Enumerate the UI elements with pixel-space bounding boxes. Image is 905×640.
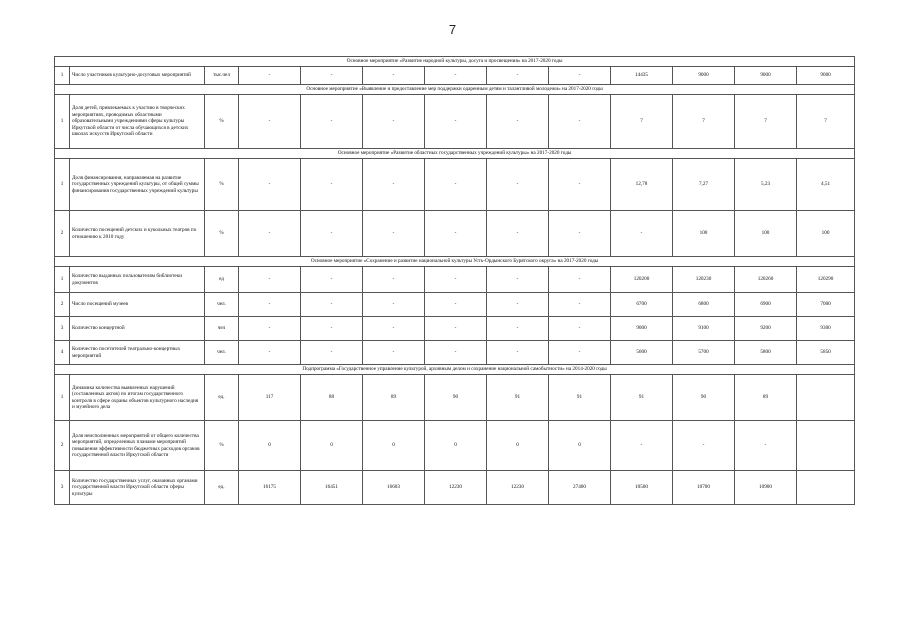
- value-cell: -: [363, 95, 425, 149]
- value-cell: -: [239, 159, 301, 211]
- value-cell: -: [363, 159, 425, 211]
- value-cell: -: [487, 267, 549, 293]
- section-title: Основное мероприятие «Выявление и предоставление мер поддержки одаренным детям и талантливой молодежи» на 2017-2020 годы: [55, 85, 855, 95]
- section-header-row: [55, 85, 855, 95]
- unit-cell: %: [205, 95, 239, 149]
- value-cell: -: [425, 159, 487, 211]
- value-cell: -: [301, 341, 363, 365]
- table-row: [55, 293, 855, 317]
- value-cell: 0: [301, 421, 363, 471]
- table-row: [55, 159, 855, 211]
- value-cell: 9000: [611, 317, 673, 341]
- value-cell: -: [549, 95, 611, 149]
- row-number: 1: [55, 67, 70, 85]
- value-cell: 7000: [797, 293, 855, 317]
- value-cell: -: [363, 211, 425, 257]
- row-number: 2: [55, 421, 70, 471]
- value-cell: -: [549, 67, 611, 85]
- table-row: [55, 341, 855, 365]
- value-cell: 10500: [611, 471, 673, 505]
- section-header-row: [55, 365, 855, 375]
- value-cell: 90: [673, 375, 735, 421]
- value-cell: -: [735, 421, 797, 471]
- value-cell: -: [239, 267, 301, 293]
- value-cell: 6800: [673, 293, 735, 317]
- value-cell: -: [363, 67, 425, 85]
- indicator-name: Количество посещений детских и кукольных театров по отношению к 2010 году: [70, 211, 205, 257]
- value-cell: 91: [611, 375, 673, 421]
- row-number: 4: [55, 341, 70, 365]
- indicator-name: Доля неисполненных мероприятий от общего количества мероприятий, определенных планами мероприятий повышения эффективности бюджетных расходов органов государственной власти Иркутской области: [70, 421, 205, 471]
- value-cell: 5850: [797, 341, 855, 365]
- page-number: 7: [448, 22, 457, 37]
- value-cell: 5800: [735, 341, 797, 365]
- unit-cell: чел: [205, 317, 239, 341]
- indicator-name: Число посещений музеев: [70, 293, 205, 317]
- value-cell: -: [425, 67, 487, 85]
- value-cell: -: [301, 95, 363, 149]
- value-cell: -: [487, 67, 549, 85]
- value-cell: -: [425, 267, 487, 293]
- value-cell: -: [549, 317, 611, 341]
- value-cell: 9200: [735, 317, 797, 341]
- section-title: Подпрограмма «Государственное управление культурой, архивным делом и сохранение национальной самобытности» на 2014-2020 годы: [55, 365, 855, 375]
- value-cell: -: [301, 317, 363, 341]
- value-cell: -: [239, 211, 301, 257]
- table-row: [55, 67, 855, 85]
- value-cell: -: [239, 67, 301, 85]
- value-cell: 4,51: [797, 159, 855, 211]
- value-cell: -: [425, 293, 487, 317]
- value-cell: -: [487, 211, 549, 257]
- unit-cell: чел.: [205, 293, 239, 317]
- value-cell: -: [363, 267, 425, 293]
- indicator-name: Количество концертной: [70, 317, 205, 341]
- value-cell: 5600: [611, 341, 673, 365]
- value-cell: -: [549, 159, 611, 211]
- value-cell: 7: [611, 95, 673, 149]
- value-cell: [797, 471, 855, 505]
- value-cell: 117: [239, 375, 301, 421]
- indicator-name: Число участников культурно-досуговых мероприятий: [70, 67, 205, 85]
- value-cell: 91: [549, 375, 611, 421]
- value-cell: 90: [425, 375, 487, 421]
- value-cell: 0: [549, 421, 611, 471]
- value-cell: 120290: [797, 267, 855, 293]
- unit-cell: чел.: [205, 341, 239, 365]
- value-cell: -: [363, 293, 425, 317]
- value-cell: 5,23: [735, 159, 797, 211]
- section-title: Основное мероприятие «Развитие областных государственных учреждений культуры» на 2017-2020 годы: [55, 149, 855, 159]
- value-cell: 9100: [673, 317, 735, 341]
- value-cell: -: [425, 95, 487, 149]
- value-cell: -: [239, 95, 301, 149]
- section-header-row: [55, 57, 855, 67]
- value-cell: 27400: [549, 471, 611, 505]
- table-row: [55, 95, 855, 149]
- unit-cell: %: [205, 159, 239, 211]
- value-cell: -: [487, 95, 549, 149]
- value-cell: -: [301, 67, 363, 85]
- value-cell: -: [673, 421, 735, 471]
- value-cell: 7: [673, 95, 735, 149]
- value-cell: 9000: [673, 67, 735, 85]
- value-cell: 12,78: [611, 159, 673, 211]
- table-row: [55, 375, 855, 421]
- row-number: 1: [55, 159, 70, 211]
- value-cell: -: [487, 341, 549, 365]
- unit-cell: ед.: [205, 471, 239, 505]
- value-cell: -: [487, 293, 549, 317]
- value-cell: -: [301, 267, 363, 293]
- value-cell: 120230: [673, 267, 735, 293]
- value-cell: -: [611, 421, 673, 471]
- value-cell: 10700: [673, 471, 735, 505]
- value-cell: -: [549, 341, 611, 365]
- value-cell: 0: [425, 421, 487, 471]
- table-row: [55, 211, 855, 257]
- value-cell: 16175: [239, 471, 301, 505]
- row-number: 3: [55, 317, 70, 341]
- value-cell: 89: [735, 375, 797, 421]
- value-cell: 7,27: [673, 159, 735, 211]
- value-cell: 6700: [611, 293, 673, 317]
- value-cell: 7: [735, 95, 797, 149]
- value-cell: 88: [301, 375, 363, 421]
- unit-cell: ед.: [205, 375, 239, 421]
- section-title: Основное мероприятие «Сохранение и развитие национальной культуры Усть-Ордынского Бурятского округа» на 2017-2020 годы: [55, 257, 855, 267]
- indicator-name: Количество государственных услуг, оказанных органами государственной власти Иркутской области сферы культуры: [70, 471, 205, 505]
- value-cell: 7: [797, 95, 855, 149]
- value-cell: 16451: [301, 471, 363, 505]
- indicator-name: Количество посетителей театрально-концертных мероприятий: [70, 341, 205, 365]
- row-number: 1: [55, 267, 70, 293]
- value-cell: 9000: [797, 67, 855, 85]
- value-cell: 100: [673, 211, 735, 257]
- value-cell: 14435: [611, 67, 673, 85]
- value-cell: -: [239, 317, 301, 341]
- value-cell: 9300: [797, 317, 855, 341]
- section-header-row: [55, 149, 855, 159]
- value-cell: 100: [735, 211, 797, 257]
- value-cell: [797, 375, 855, 421]
- value-cell: -: [301, 211, 363, 257]
- row-number: 1: [55, 95, 70, 149]
- unit-cell: ед: [205, 267, 239, 293]
- value-cell: -: [487, 317, 549, 341]
- value-cell: -: [549, 211, 611, 257]
- value-cell: 120260: [735, 267, 797, 293]
- row-number: 1: [55, 375, 70, 421]
- row-number: 3: [55, 471, 70, 505]
- value-cell: 100: [797, 211, 855, 257]
- value-cell: 9000: [735, 67, 797, 85]
- value-cell: -: [301, 293, 363, 317]
- value-cell: -: [301, 159, 363, 211]
- value-cell: -: [239, 341, 301, 365]
- value-cell: 6900: [735, 293, 797, 317]
- value-cell: 91: [487, 375, 549, 421]
- value-cell: -: [487, 159, 549, 211]
- value-cell: 12230: [487, 471, 549, 505]
- value-cell: 16603: [363, 471, 425, 505]
- value-cell: 0: [239, 421, 301, 471]
- indicator-name: Количество выданных пользователям библиотеки документов: [70, 267, 205, 293]
- value-cell: -: [425, 211, 487, 257]
- indicator-name: Динамика количества выявленных нарушений (составленных актов) по итогам государственного контроля в сфере охраны объектов культурного наследия и музейного дела: [70, 375, 205, 421]
- value-cell: 12230: [425, 471, 487, 505]
- value-cell: 10900: [735, 471, 797, 505]
- value-cell: -: [549, 293, 611, 317]
- value-cell: -: [425, 317, 487, 341]
- value-cell: -: [611, 211, 673, 257]
- row-number: 2: [55, 211, 70, 257]
- value-cell: 0: [363, 421, 425, 471]
- value-cell: -: [363, 317, 425, 341]
- row-number: 2: [55, 293, 70, 317]
- indicator-name: Доля финансирования, направляемая на развитие государственных учреждений культуры, от общей суммы финансирования государственных учреждений культуры: [70, 159, 205, 211]
- value-cell: 89: [363, 375, 425, 421]
- value-cell: -: [239, 293, 301, 317]
- indicators-table: [54, 56, 855, 505]
- value-cell: 120200: [611, 267, 673, 293]
- unit-cell: %: [205, 211, 239, 257]
- unit-cell: %: [205, 421, 239, 471]
- value-cell: -: [425, 341, 487, 365]
- value-cell: 5700: [673, 341, 735, 365]
- table-row: [55, 317, 855, 341]
- section-header-row: [55, 257, 855, 267]
- section-title: Основное мероприятие «Развитие народной культуры, досуга и просвещения» на 2017-2020 годы: [55, 57, 855, 67]
- unit-cell: тыс.чел: [205, 67, 239, 85]
- indicator-name: Доля детей, привлекаемых к участию в творческих мероприятиях, проводимых областными образовательными учреждениями сферы культуры Иркутской области от числа обучающихся в детских школах искусств Иркутской области: [70, 95, 205, 149]
- value-cell: -: [363, 341, 425, 365]
- value-cell: [797, 421, 855, 471]
- table-row: [55, 267, 855, 293]
- value-cell: 0: [487, 421, 549, 471]
- table-row: [55, 421, 855, 471]
- value-cell: -: [549, 267, 611, 293]
- table-row: [55, 471, 855, 505]
